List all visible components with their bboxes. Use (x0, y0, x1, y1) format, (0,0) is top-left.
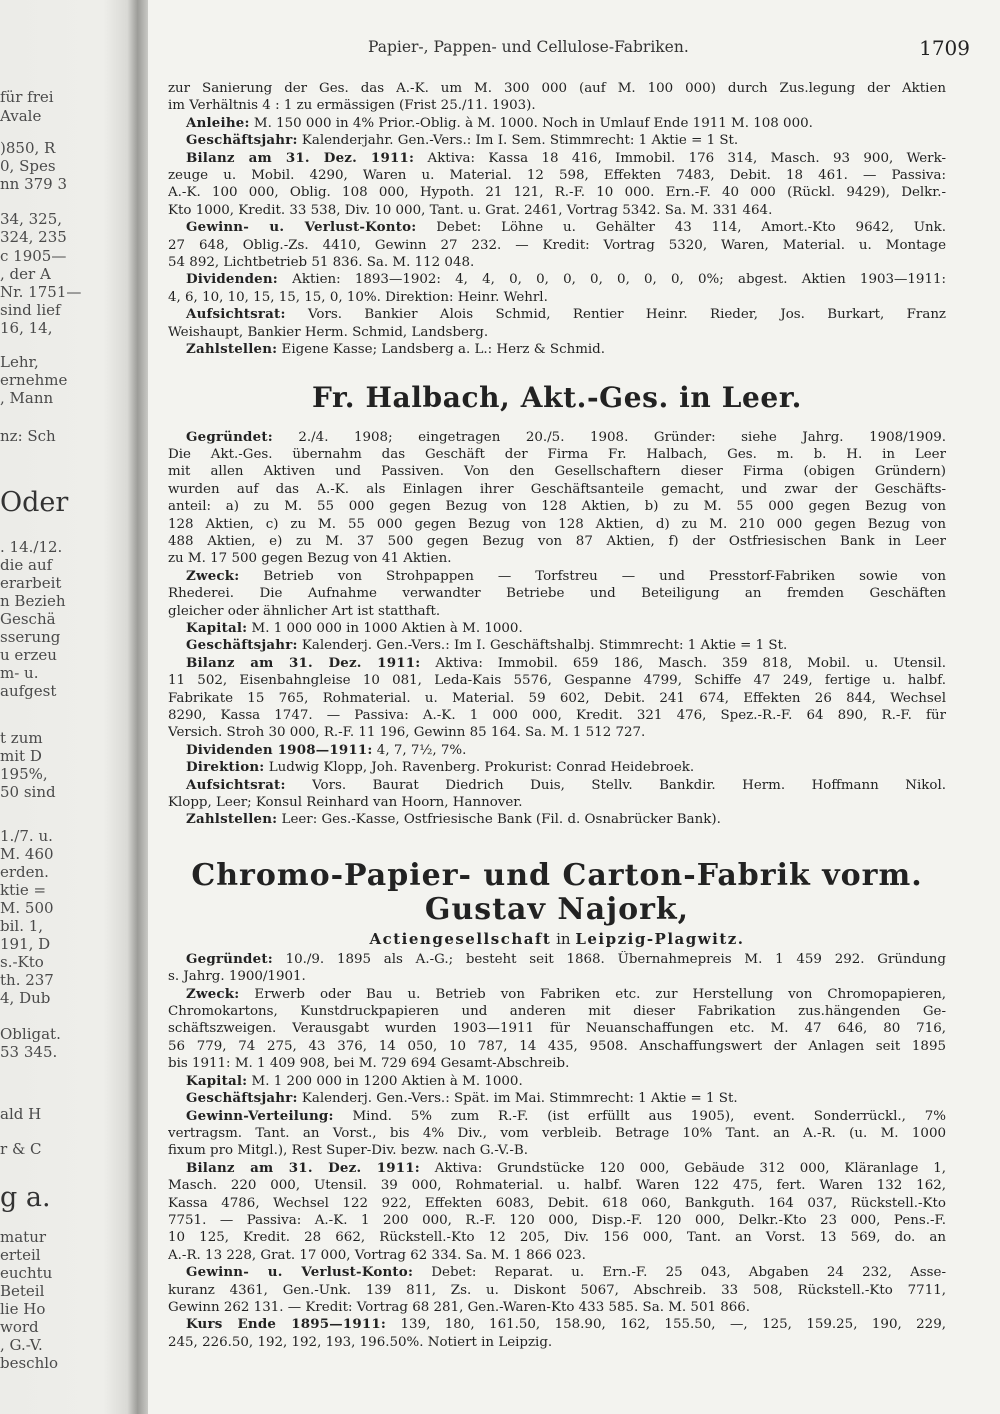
page-content (168, 80, 946, 1351)
margin-fragment: Beteil (0, 1282, 45, 1300)
text-line: A.-R. 13 228, Grat. 17 000, Vortrag 62 334. Sa. M. 1 866 023. (168, 1247, 586, 1263)
text-line: Zahlstellen: Leer: Ges.-Kasse, Ostfriesische Bank (Fil. d. Osnabrücker Bank). (186, 811, 721, 828)
margin-fragment: die auf (0, 556, 53, 574)
text-line: 56 779, 74 275, 43 376, 14 050, 10 787, 14 435, 9508. Anschaffungswert der Anlagen seit 1895 (168, 1038, 946, 1054)
text-line: Dividenden 1908—1911: 4, 7, 7½, 7%. (186, 741, 467, 758)
page-number: 1709 (919, 36, 970, 60)
text-line: schäftszweigen. Verausgabt wurden 1903—1911 für Neuanschaffungen etc. M. 47 646, 80 716, (168, 1021, 946, 1037)
text-line: gleicher oder ähnlicher Art ist statthaft. (168, 603, 441, 619)
text-line: Weishaupt, Bankier Herm. Schmid, Landsberg. (168, 324, 489, 340)
text-line: Chromokartons, Kunstdruckpapieren und anderen mit dieser Fabrikation zus.hängenden Ge- (168, 1004, 946, 1020)
margin-fragment: 50 sind (0, 783, 56, 801)
text-line: zur Sanierung der Ges. das A.-K. um M. 300 000 (auf M. 100 000) durch Zus.legung der Aktien (168, 81, 946, 96)
text-line: Aufsichtsrat: Vors. Baurat Diedrich Duis, Stellv. Bankdir. Herm. Hoffmann Nikol. (186, 776, 946, 793)
text-line: Kurs Ende 1895—1911: 139, 180, 161.50, 158.90, 162, 155.50, —, 125, 159.25, 190, 229, (186, 1316, 946, 1333)
margin-fragment: t zum (0, 729, 43, 747)
paragraph-keyword: Bilanz am 31. Dez. 1911: (186, 654, 421, 671)
text-line: Gewinn- u. Verlust-Konto: Debet: Löhne u. Gehälter 43 114, Amort.-Kto 9642, Unk. (186, 219, 946, 236)
paragraph-keyword: Gegründet: (186, 428, 273, 445)
section-najork (168, 859, 946, 1351)
paragraph-keyword: Gewinn- u. Verlust-Konto: (186, 1264, 414, 1281)
margin-fragment: ald H (0, 1105, 42, 1123)
text-line: kuranz 4361, Gen.-Unk. 139 811, Zs. u. Diskont 5067, Abschreib. 33 508, Rückstell.-Kto 7711, (168, 1282, 946, 1298)
text-line: Rhederei. Die Aufnahme verwandter Betriebe und Beteiligung an fremden Geschäften (168, 586, 946, 602)
paragraph-keyword: Geschäftsjahr: (186, 132, 298, 149)
margin-fragment: bil. 1, (0, 917, 44, 935)
paragraph-keyword: Direktion: (186, 759, 265, 776)
margin-fragment: beschlo (0, 1354, 59, 1372)
margin-fragment: Oder (0, 488, 69, 518)
paragraph-keyword: Aufsichtsrat: (186, 306, 286, 323)
text-line: Gewinn 262 131. — Kredit: Vortrag 68 281, Gen.-Waren-Kto 433 585. Sa. M. 501 866. (168, 1299, 751, 1315)
section-halbach (168, 381, 946, 829)
paragraph-keyword: Zahlstellen: (186, 341, 278, 358)
text-line: zeuge u. Mobil. 4290, Waren u. Material. 12 598, Effekten 7483, Debit. 18 461. — Passiva: (168, 168, 946, 184)
paragraph-keyword: Geschäftsjahr: (186, 637, 298, 654)
margin-fragment: s.-Kto (0, 953, 44, 971)
running-title: Papier-, Pappen- und Cellulose-Fabriken. (368, 38, 689, 56)
margin-fragment: euchtu (0, 1264, 53, 1282)
text-line: Aufsichtsrat: Vors. Bankier Alois Schmid, Rentier Heinr. Rieder, Jos. Burkart, Franz (186, 306, 946, 323)
subtitle-place: Leipzig-Plagwitz. (575, 929, 745, 948)
margin-fragment: 4, Dub (0, 989, 51, 1007)
text-line: Kto 1000, Kredit. 33 538, Div. 10 000, Tant. u. Grat. 2461, Vortrag 5342. Sa. M. 331 464. (168, 202, 773, 218)
margin-fragment: 1./7. u. (0, 827, 53, 845)
text-line: Gewinn- u. Verlust-Konto: Debet: Reparat. u. Ern.-F. 25 043, Abgaben 24 232, Asse- (186, 1264, 946, 1281)
margin-fragment: , Mann (0, 389, 54, 407)
paragraph-keyword: Gegründet: (186, 950, 273, 967)
text-line: Bilanz am 31. Dez. 1911: Aktiva: Immobil. 659 186, Masch. 359 818, Mobil. u. Utensil. (186, 654, 946, 671)
text-line: Gegründet: 2./4. 1908; eingetragen 20./5. 1908. Gründer: siehe Jahrg. 1908/1909. (186, 428, 946, 445)
paragraph-keyword: Zweck: (186, 985, 240, 1002)
adjacent-page-edge (0, 0, 148, 1414)
section-title: Chromo-Papier- und Carton-Fabrik vorm. Gustav Najork, (191, 857, 923, 927)
paragraph-keyword: Zweck: (186, 567, 240, 584)
text-line: Gewinn-Verteilung: Mind. 5% zum R.-F. (ist erfüllt aus 1905), event. Sonderrückl., 7% (186, 1107, 946, 1124)
text-line: mit allen Aktiven und Passiven. Von den Gesellschaftern dieser Firma (obigen Gründern) (168, 464, 946, 480)
text-line: anteil: a) zu M. 55 000 gegen Bezug von 128 Aktien, b) zu M. 55 000 gegen Bezug von (168, 499, 946, 515)
subtitle-connector: in (551, 929, 576, 948)
margin-fragment: 53 345. (0, 1043, 58, 1061)
text-line: 128 Aktien, c) zu M. 55 000 gegen Bezug von 128 Aktien, d) zu M. 210 000 gegen Bezug von (168, 516, 946, 532)
margin-fragment: r & C (0, 1140, 42, 1158)
margin-fragment: mit D (0, 747, 42, 765)
margin-fragment: 324, 235 (0, 228, 67, 246)
text-line: bis 1911: M. 1 409 908, bei M. 729 694 Gesamt-Abschreib. (168, 1056, 570, 1072)
text-line: Kapital: M. 1 200 000 in 1200 Aktien à M. 1000. (186, 1072, 523, 1089)
margin-fragment: , der A (0, 265, 51, 283)
margin-fragment: u erzeu (0, 646, 57, 664)
page-header (168, 38, 970, 68)
margin-fragment: sind lief (0, 301, 61, 319)
paragraph-keyword: Bilanz am 31. Dez. 1911: (186, 149, 415, 166)
paragraph-keyword: Gewinn-Verteilung: (186, 1107, 334, 1124)
margin-fragment: Lehr, (0, 353, 39, 371)
margin-fragment: Avale (0, 107, 42, 125)
text-line: im Verhältnis 4 : 1 zu ermässigen (Frist 25./11. 1903). (168, 98, 536, 114)
text-line: 245, 226.50, 192, 192, 193, 196.50%. Notiert in Leipzig. (168, 1334, 553, 1350)
text-line: Kapital: M. 1 000 000 in 1000 Aktien à M. 1000. (186, 619, 523, 636)
text-line: Zweck: Betrieb von Strohpappen — Torfstreu — und Presstorf-Fabriken sowie von (186, 567, 946, 584)
text-line: Bilanz am 31. Dez. 1911: Aktiva: Kassa 18 416, Immobil. 176 314, Masch. 93 900, Werk- (186, 149, 946, 166)
text-line: 54 892, Lichtbetrieb 51 836. Sa. M. 112 048. (168, 255, 475, 271)
text-line: wurden auf das A.-K. als Einlagen ihrer Geschäftsanteile gemacht, und zwar der Geschäfts- (168, 481, 946, 497)
text-line: Geschäftsjahr: Kalenderj. Gen.-Vers.: Im I. Geschäftshalbj. Stimmrecht: 1 Aktie = 1 St. (186, 637, 788, 654)
margin-fragment: Obligat. (0, 1025, 61, 1043)
text-line: Zweck: Erwerb oder Bau u. Betrieb von Fabriken etc. zur Herstellung von Chromopapieren, (186, 985, 946, 1002)
margin-fragment: erarbeit (0, 574, 62, 592)
margin-fragment: . 14./12. (0, 538, 63, 556)
text-line: 11 502, Eisenbahngleise 10 081, Leda-Kais 5576, Gespanne 4799, Schiffe 47 249, fertige u. halbf. (168, 673, 946, 689)
margin-fragment: , G.-V. (0, 1336, 43, 1354)
margin-fragment: nz: Sch (0, 427, 56, 445)
margin-fragment: 0, Spes (0, 157, 56, 175)
section-body (168, 951, 946, 1351)
section-sanierung-continued (168, 80, 946, 359)
margin-fragment: m- u. (0, 664, 39, 682)
section-body (168, 80, 946, 359)
margin-fragment: M. 500 (0, 899, 54, 917)
margin-fragment: word (0, 1318, 39, 1336)
margin-fragment: )850, R (0, 139, 56, 157)
margin-fragment: lie Ho (0, 1300, 46, 1318)
margin-fragment: erden. (0, 863, 49, 881)
text-line: Geschäftsjahr: Kalenderj. Gen.-Vers.: Spät. im Mai. Stimmrecht: 1 Aktie = 1 St. (186, 1090, 738, 1107)
text-line: 4, 6, 10, 10, 15, 15, 15, 0, 10%. Direktion: Heinr. Wehrl. (168, 289, 548, 305)
text-line: Die Akt.-Ges. übernahm das Geschäft der Firma Fr. Halbach, Ges. m. b. H. in Leer (168, 446, 946, 462)
text-line: zu M. 17 500 gegen Bezug von 41 Aktien. (168, 551, 452, 567)
text-line: Klopp, Leer; Konsul Reinhard van Hoorn, Hannover. (168, 795, 523, 811)
text-line: A.-K. 100 000, Oblig. 108 000, Hypoth. 21 121, R.-F. 10 000. Ern.-F. 40 000 (Rückl. 9429), Delkr.- (168, 185, 946, 201)
paragraph-keyword: Aufsichtsrat: (186, 776, 286, 793)
text-line: fixum pro Mitgl.), Rest Super-Div. bezw. nach G.-V.-B. (168, 1143, 528, 1159)
text-line: Fabrikate 15 765, Rohmaterial. u. Material. 59 602, Debit. 241 674, Effekten 26 844, Wechsel (168, 690, 946, 706)
paragraph-keyword: Dividenden 1908—1911: (186, 741, 373, 758)
margin-fragment: n Bezieh (0, 592, 66, 610)
adjacent-page-fragments (0, 0, 120, 1414)
text-line: Zahlstellen: Eigene Kasse; Landsberg a. L.: Herz & Schmid. (186, 341, 606, 358)
text-line: s. Jahrg. 1900/1901. (168, 969, 306, 985)
paragraph-keyword: Geschäftsjahr: (186, 1090, 298, 1107)
paragraph-keyword: Anleihe: (186, 114, 250, 131)
margin-fragment: 191, D (0, 935, 51, 953)
margin-fragment: ernehme (0, 371, 68, 389)
paragraph-keyword: Zahlstellen: (186, 811, 278, 828)
paragraph-keyword: Bilanz am 31. Dez. 1911: (186, 1159, 420, 1176)
paragraph-keyword: Dividenden: (186, 271, 278, 288)
margin-fragment: Nr. 1751— (0, 283, 82, 301)
margin-fragment: für frei (0, 88, 54, 106)
text-line: Bilanz am 31. Dez. 1911: Aktiva: Grundstücke 120 000, Gebäude 312 000, Kläranlage 1, (186, 1159, 946, 1176)
margin-fragment: Geschä (0, 610, 56, 628)
text-line: Direktion: Ludwig Klopp, Joh. Ravenberg. Prokurist: Conrad Heidebroek. (186, 759, 695, 776)
margin-fragment: erteil (0, 1246, 41, 1264)
text-line: 488 Aktien, e) zu M. 37 500 gegen Bezug von 87 Aktien, f) der Ostfriesischen Bank in Leer (168, 533, 946, 549)
margin-fragment: nn 379 3 (0, 175, 68, 193)
text-line: Masch. 220 000, Utensil. 39 000, Rohmaterial. u. halbf. Waren 122 475, fert. Waren 132 162, (168, 1178, 946, 1194)
margin-fragment: M. 460 (0, 845, 54, 863)
text-line: Geschäftsjahr: Kalenderjahr. Gen.-Vers.: Im I. Sem. Stimmrecht: 1 Aktie = 1 St. (186, 132, 739, 149)
text-line: Anleihe: M. 150 000 in 4% Prior.-Oblig. à M. 1000. Noch in Umlauf Ende 1911 M. 108 000. (186, 114, 813, 131)
paragraph-keyword: Kurs Ende 1895—1911: (186, 1316, 387, 1333)
paragraph-keyword: Kapital: (186, 1072, 248, 1089)
text-line: 27 648, Oblig.-Zs. 4410, Gewinn 27 232. — Kredit: Vortrag 5320, Waren, Material. u. Montage (168, 237, 946, 253)
paragraph-keyword: Kapital: (186, 619, 248, 636)
text-line: vertragsm. Tant. an Vorst., bis 4% Div., vom verbleib. Betrage 10% Tant. an A.-R. (u. M. 1000 (168, 1125, 946, 1141)
section-subtitle (168, 929, 946, 949)
section-title: Fr. Halbach, Akt.-Ges. in Leer. (312, 380, 802, 414)
margin-fragment: c 1905— (0, 247, 67, 265)
paragraph-keyword: Gewinn- u. Verlust-Konto: (186, 219, 417, 236)
margin-fragment: 34, 325, (0, 210, 63, 228)
text-line: 10 125, Kredit. 28 662, Rückstell.-Kto 12 205, Div. 156 000, Tant. an Vorst. 13 569, do. an (168, 1230, 946, 1246)
margin-fragment: matur (0, 1228, 47, 1246)
margin-fragment: 16, 14, (0, 319, 53, 337)
subtitle-company-form: Actiengesellschaft (369, 929, 552, 948)
margin-fragment: ktie = (0, 881, 47, 899)
margin-fragment: g a. (0, 1183, 51, 1213)
text-line: Gegründet: 10./9. 1895 als A.-G.; besteht seit 1868. Übernahmepreis M. 1 459 292. Gründung (186, 950, 946, 967)
margin-fragment: 195%, (0, 765, 48, 783)
margin-fragment: aufgest (0, 682, 57, 700)
margin-fragment: sserung (0, 628, 61, 646)
text-line: Versich. Stroh 30 000, R.-F. 11 196, Gewinn 85 164. Sa. M. 1 512 727. (168, 725, 646, 741)
margin-fragment: th. 237 (0, 971, 54, 989)
section-body (168, 429, 946, 829)
text-line: 7751. — Passiva: A.-K. 1 200 000, R.-F. 120 000, Disp.-F. 120 000, Delkr.-Kto 23 000, Pens.-F. (168, 1212, 946, 1228)
text-line: 8290, Kassa 1747. — Passiva: A.-K. 1 000 000, Kredit. 321 476, Spez.-R.-F. 64 890, R.-F. für (168, 708, 946, 723)
text-line: Kassa 4786, Wechsel 122 922, Effekten 6083, Debit. 618 060, Bankguth. 164 037, Rückstell.-Kto (168, 1195, 946, 1211)
text-line: Dividenden: Aktien: 1893—1902: 4, 4, 0, 0, 0, 0, 0, 0, 0, 0%; abgest. Aktien 1903—1911: (186, 271, 946, 288)
